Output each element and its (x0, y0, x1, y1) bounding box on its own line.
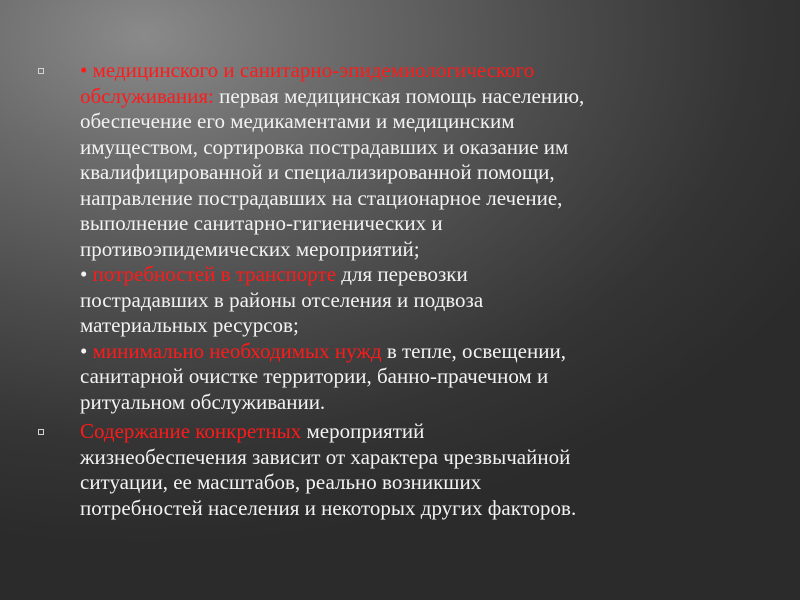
text-line (80, 419, 728, 445)
text-segment: квалифицированной и специализированной помощи, (80, 160, 555, 184)
highlighted-text: Содержание конкретных (80, 419, 302, 443)
text-line (80, 135, 728, 161)
text-line (80, 445, 728, 471)
square-bullet-icon (38, 68, 44, 74)
text-segment: для перевозки (336, 262, 468, 286)
text-segment: направление пострадавших на стационарное лечение, (80, 185, 563, 210)
text-segment: выполнение санитарно-гигиенических и (80, 211, 443, 235)
highlighted-text: минимально необходимых нужд (92, 338, 382, 363)
highlighted-text: обслуживания: (80, 83, 214, 108)
text-line (80, 288, 728, 314)
text-segment: мероприятий (301, 419, 425, 443)
text-segment: • (80, 262, 93, 286)
text-segment: ситуации, ее масштабов, реально возникших (80, 470, 482, 494)
text-line (80, 160, 728, 186)
text-segment: обеспечение его медикаментами и медицинским (80, 109, 515, 133)
text-segment: потребностей населения и некоторых других факторов. (80, 495, 577, 520)
text-segment: санитарной очистке территории, банно-прачечном и (80, 364, 549, 388)
text-line (80, 186, 728, 212)
text-line (80, 58, 728, 84)
text-line (80, 390, 728, 416)
text-line (80, 84, 728, 110)
bullet-item (38, 419, 728, 521)
text-segment: ритуальном обслуживании. (80, 389, 326, 414)
text-segment: • (80, 338, 93, 363)
text-segment: имуществом, сортировка пострадавших и оказание им (80, 134, 569, 159)
text-line (80, 262, 728, 288)
text-line (80, 339, 728, 365)
text-line (80, 470, 728, 496)
text-line (80, 211, 728, 237)
text-line (80, 364, 728, 390)
bullet-text (80, 58, 728, 415)
square-bullet-icon (38, 429, 44, 435)
text-segment: противоэпидемических мероприятий; (80, 236, 420, 261)
text-line (80, 237, 728, 263)
text-segment: материальных ресурсов; (80, 313, 299, 337)
text-line (80, 109, 728, 135)
text-segment: жизнеобеспечения зависит от характера чрезвычайной (80, 444, 571, 469)
text-segment: пострадавших в районы отселения и подвоза (80, 287, 484, 312)
bullet-item (38, 58, 728, 415)
slide-content (38, 58, 728, 521)
text-line (80, 313, 728, 339)
highlighted-text: потребностей в транспорте (92, 262, 337, 286)
text-segment: в тепле, освещении, (381, 338, 566, 363)
text-segment: первая медицинская помощь населению, (213, 83, 585, 108)
bullet-text (80, 419, 728, 521)
highlighted-text: • медицинского и санитарно-эпидемиологического (80, 58, 535, 82)
text-line (80, 496, 728, 522)
